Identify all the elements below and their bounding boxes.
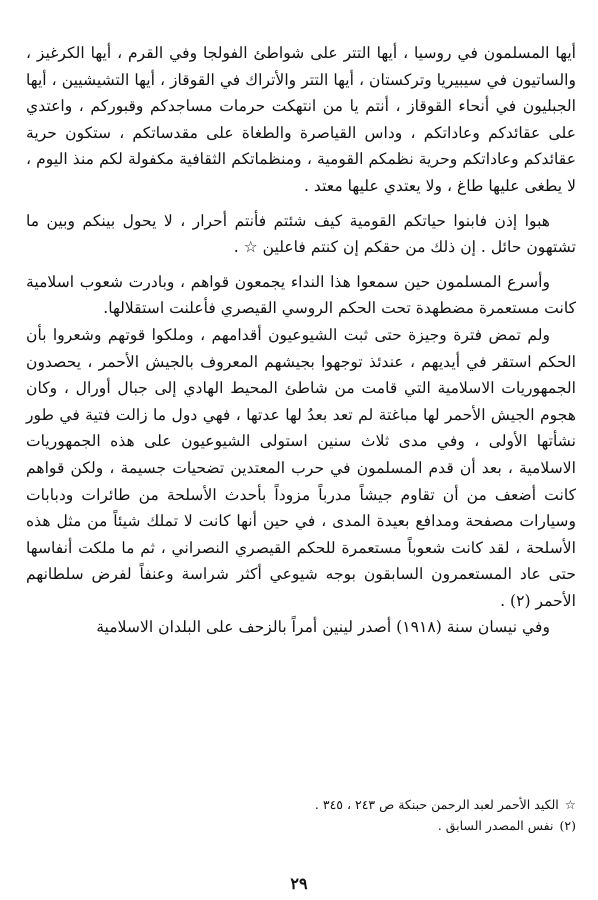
footnote-2: [26, 815, 576, 836]
paragraph-5: وفي نيسان سنة (١٩١٨) أصدر لينين أمراً بالزحف على البلدان الاسلامية: [96, 618, 550, 637]
main-text: [26, 40, 576, 641]
footnote-mark: (٢): [559, 818, 576, 833]
paragraph-1: أيها المسلمون في روسيا ، أيها التتر على شواطئ الفولجا وفي القرم ، أيها الكرغيز ، والساتيون في سيبيريا وتركستان ، أيها التتر والأتراك في القوقاز ، أيها التشيشيين ، أيها الجبليون في أنحاء القوقاز ، أنتم يا من انتهكت حرمات مساجدكم وقبوركم ، واعتدي على عقائدكم وعاداتكم ، وداس القياصرة والطغاة على مقدساتكم ، ستكون حرية عقائدكم وعاداتكم وحرية نظمكم القومية ، ومنظماتكم الثقافية مكفولة لكم منذ اليوم ، لا يطغى عليها طاغ ، ولا يعتدي عليها معتد .: [26, 44, 576, 195]
paragraph-2: هبوا إذن فابنوا حياتكم القومية كيف شئتم فأنتم أحرار ، لا يحول بينكم وبين ما تشتهون حائل . إن ذلك من حقكم إن كنتم فاعلين ☆ .: [26, 211, 576, 257]
footnotes: [26, 794, 576, 836]
page-number: ٢٩: [290, 874, 308, 893]
footnote-text: الكيد الأحمر لعبد الرحمن حبنكة ص ٢٤٣ ، ٣٤٥ .: [314, 797, 559, 812]
footnote-1: [26, 794, 576, 815]
paragraph-3: وأسرع المسلمون حين سمعوا هذا النداء يجمعون قواهم ، وبادرت شعوب اسلامية كانت مستعمرة مضطهدة تحت الحكم الروسي القيصري فأعلنت استقلالها.: [26, 272, 576, 318]
footnote-text: نفس المصدر السابق .: [437, 818, 554, 833]
footnote-mark: ☆: [564, 797, 576, 812]
paragraph-4: ولم تمض فترة وجيزة حتى ثبت الشيوعيون أقدامهم ، وملكوا قوتهم وشعروا بأن الحكم استقر في أيديهم ، عندئذ توجهوا بجيشهم المعروف بالجيش الأحمر ، يحصدون الجمهوريات الاسلامية التي قامت من شاطئ المحيط الهادي إلى جبال أورال ، وكان هجوم الجيش الأحمر لها مباغتة لم تعد بعدُ لها عدتها ، فهي دول ما زالت فتية في طور نشأتها الأولى ، وفي مدى ثلاث سنين استولى الشيوعيون على هذه الجمهوريات الاسلامية ، بعد أن قدم المسلمون في حرب المعتدين تضحيات جسيمة ، ولكن قواهم كانت أضعف من أن تقاوم جيشاً مدرباً مزوداً بأحدث الأسلحة من طائرات ودبابات وسيارات مصفحة ومدافع بعيدة المدى ، في حين أنها كانت لا تملك شيئاً من مثل هذه الأسلحة ، لقد كانت شعوباً مستعمرة للحكم القيصري النصراني ، ثم ما ملكت أنفاسها حتى عاد المستعمرون السابقون بوجه شيوعي أكثر شراسة وعنفاً لفرض سلطانهم الأحمر (٢) .: [26, 325, 576, 610]
